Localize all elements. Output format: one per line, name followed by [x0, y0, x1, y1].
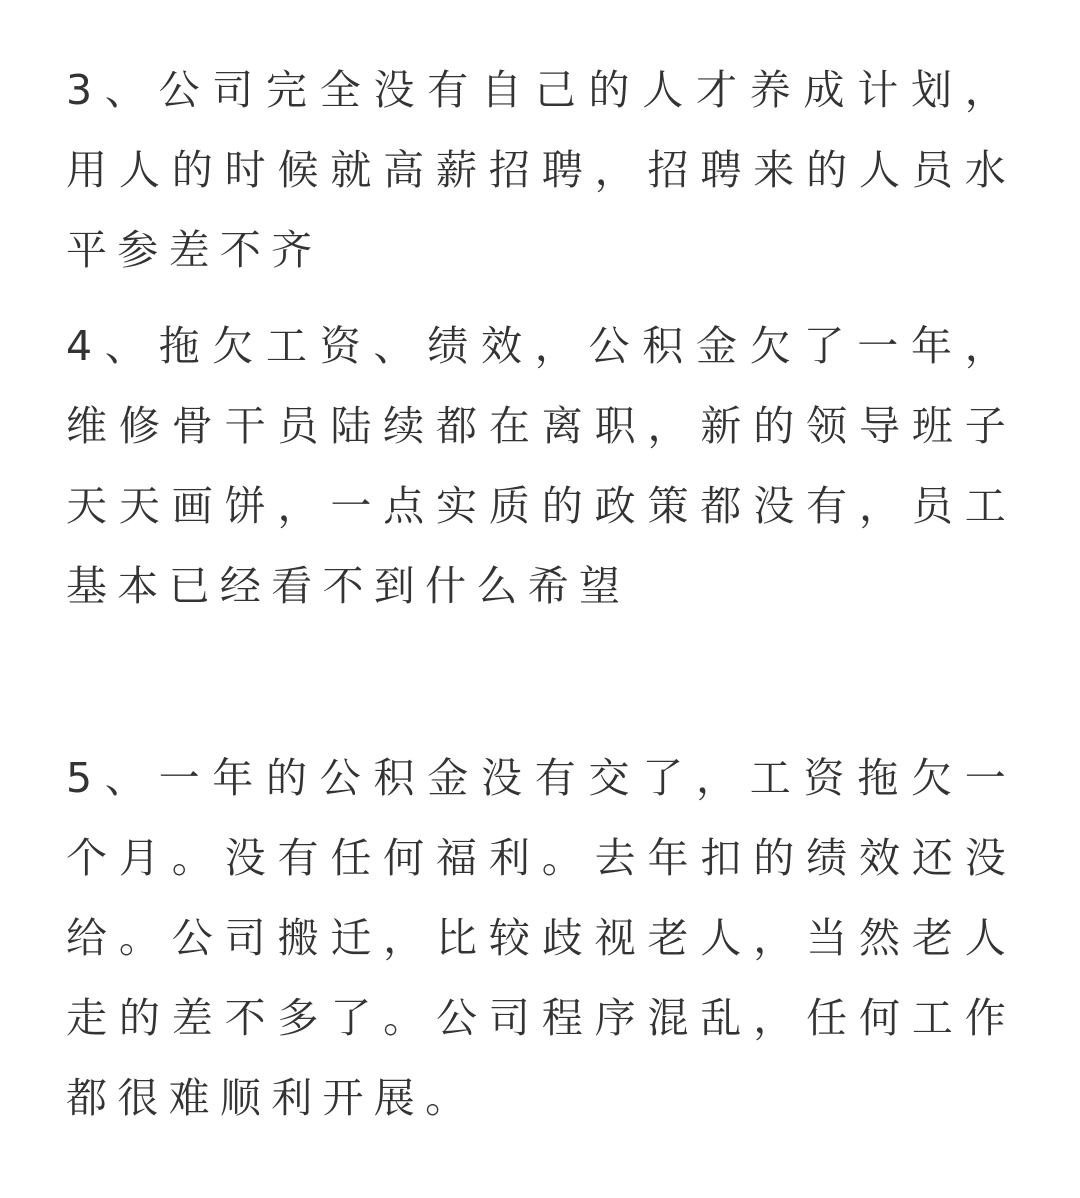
list-item: 5、一年的公积金没有交了，工资拖欠一个月。没有任何福利。去年扣的绩效还没给。公司搬迁，比较歧视老人，当然老人走的差不多了。公司程序混乱，任何工作都很难顺利开展。: [66, 754, 1016, 1122]
list-item: 4、拖欠工资、绩效，公积金欠了一年，维修骨干员陆续都在离职，新的领导班子天天画饼，一点实质的政策都没有，员工基本已经看不到什么希望: [66, 322, 1016, 610]
list-item: 3、公司完全没有自己的人才养成计划，用人的时候就高薪招聘，招聘来的人员水平参差不齐: [66, 66, 1016, 274]
